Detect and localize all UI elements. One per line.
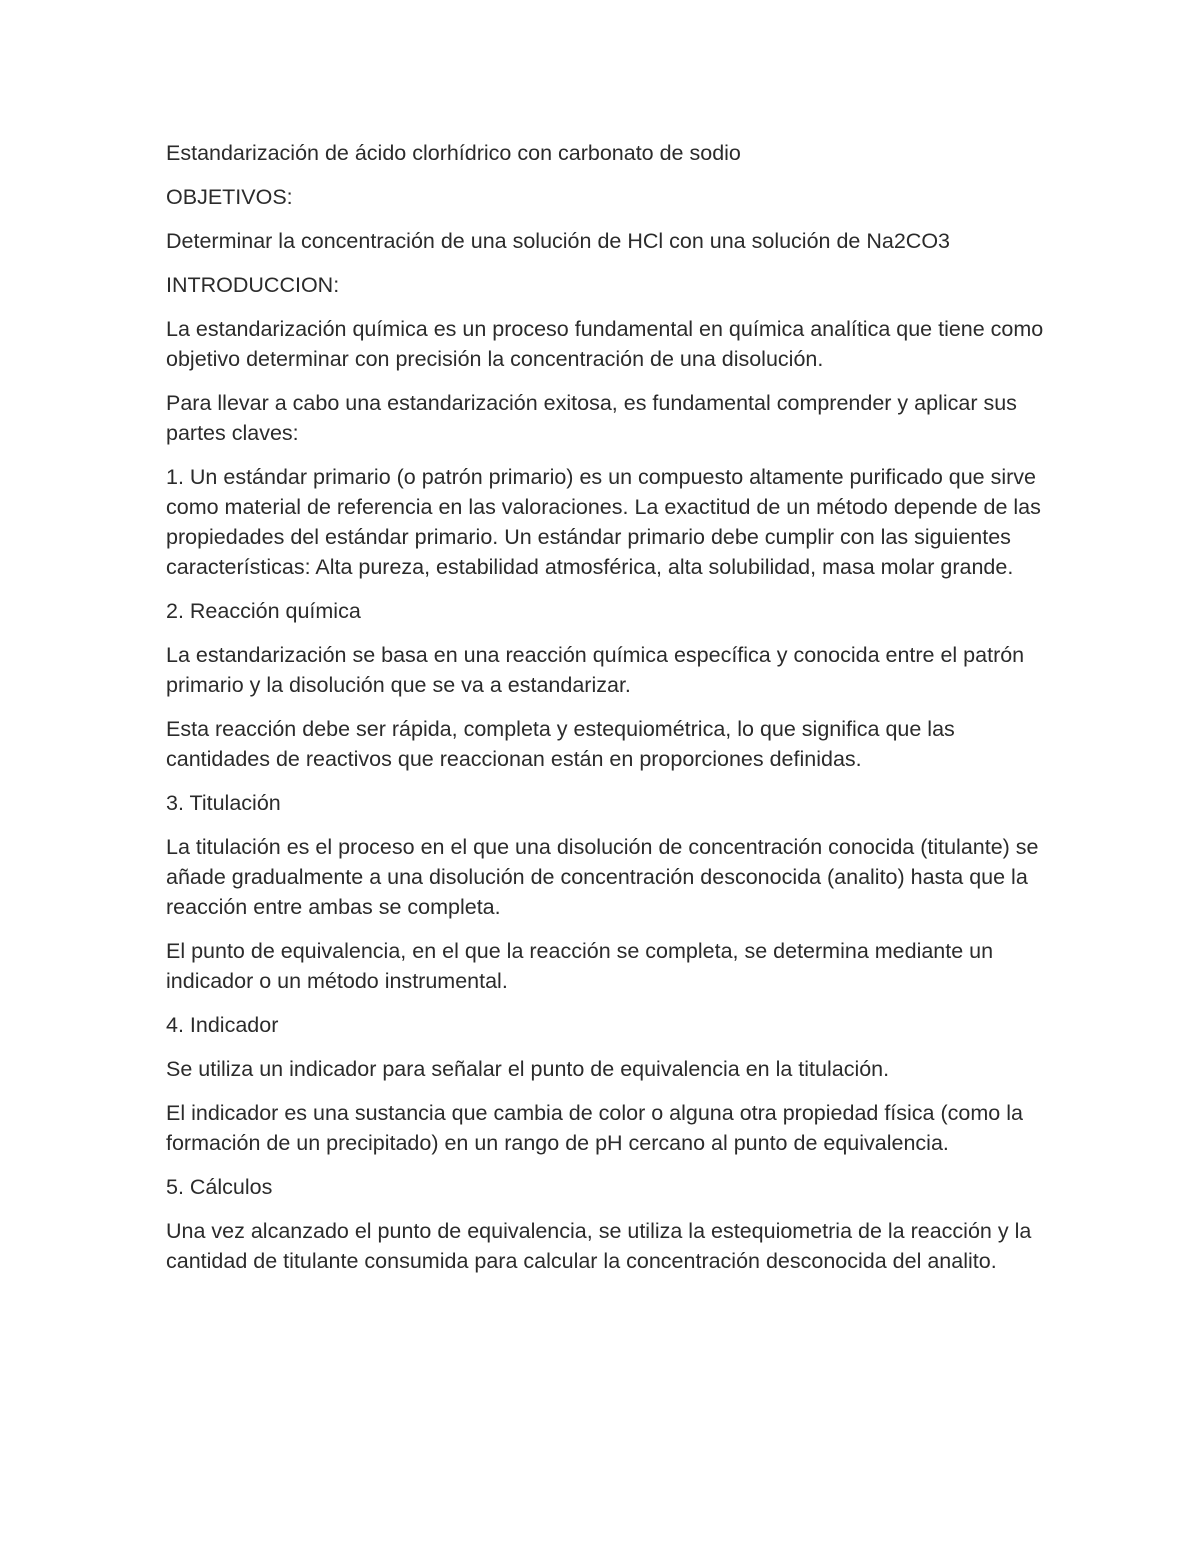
section-heading-calculations: 5. Cálculos xyxy=(166,1175,273,1199)
equivalence-paragraph: El punto de equivalencia, en el que la reacción se completa, se determina mediante un indicador o un método instrumental. xyxy=(166,939,994,993)
document-title: Estandarización de ácido clorhídrico con carbonato de sodio xyxy=(166,141,741,165)
titration-paragraph: La titulación es el proceso en el que una disolución de concentración conocida (titulante) se añade gradualmente a una disolución de concentración desconocida (analito) hasta que la reacción entre ambas se completa. xyxy=(166,835,1039,919)
section-heading-indicator: 4. Indicador xyxy=(166,1013,279,1037)
reaction-detail-paragraph: Esta reacción debe ser rápida, completa y estequiométrica, lo que significa que las cantidades de reactivos que reaccionan están en proporciones definidas. xyxy=(166,717,955,771)
indicator-detail-paragraph: El indicador es una sustancia que cambia de color o alguna otra propiedad física (como la formación de un precipitado) en un rango de pH cercano al punto de equivalencia. xyxy=(166,1101,1023,1155)
objective-text: Determinar la concentración de una solución de HCl con una solución de Na2CO3 xyxy=(166,229,951,253)
primary-standard-paragraph: 1. Un estándar primario (o patrón primario) es un compuesto altamente purificado que sirve como material de referencia en las valoraciones. La exactitud de un método depende de las propiedades del estándar primario. Un estándar primario debe cumplir con las siguientes características: Alta pureza, estabilidad atmosférica, alta solubilidad, masa molar grande. xyxy=(166,465,1041,579)
section-heading-reaction: 2. Reacción química xyxy=(166,599,361,623)
reaction-paragraph: La estandarización se basa en una reacción química específica y conocida entre el patrón primario y la disolución que se va a estandarizar. xyxy=(166,643,1025,697)
document-page xyxy=(166,138,1046,1290)
intro-paragraph: La estandarización química es un proceso fundamental en química analítica que tiene como objetivo determinar con precisión la concentración de una disolución. xyxy=(166,317,1044,371)
key-parts-paragraph: Para llevar a cabo una estandarización exitosa, es fundamental comprender y aplicar sus partes claves: xyxy=(166,391,1017,445)
intro-heading: INTRODUCCION: xyxy=(166,273,340,297)
objectives-heading: OBJETIVOS: xyxy=(166,185,293,209)
calculations-paragraph: Una vez alcanzado el punto de equivalencia, se utiliza la estequiometria de la reacción y la cantidad de titulante consumida para calcular la concentración desconocida del analito. xyxy=(166,1219,1032,1273)
section-heading-titration: 3. Titulación xyxy=(166,791,281,815)
indicator-paragraph: Se utiliza un indicador para señalar el punto de equivalencia en la titulación. xyxy=(166,1057,890,1081)
